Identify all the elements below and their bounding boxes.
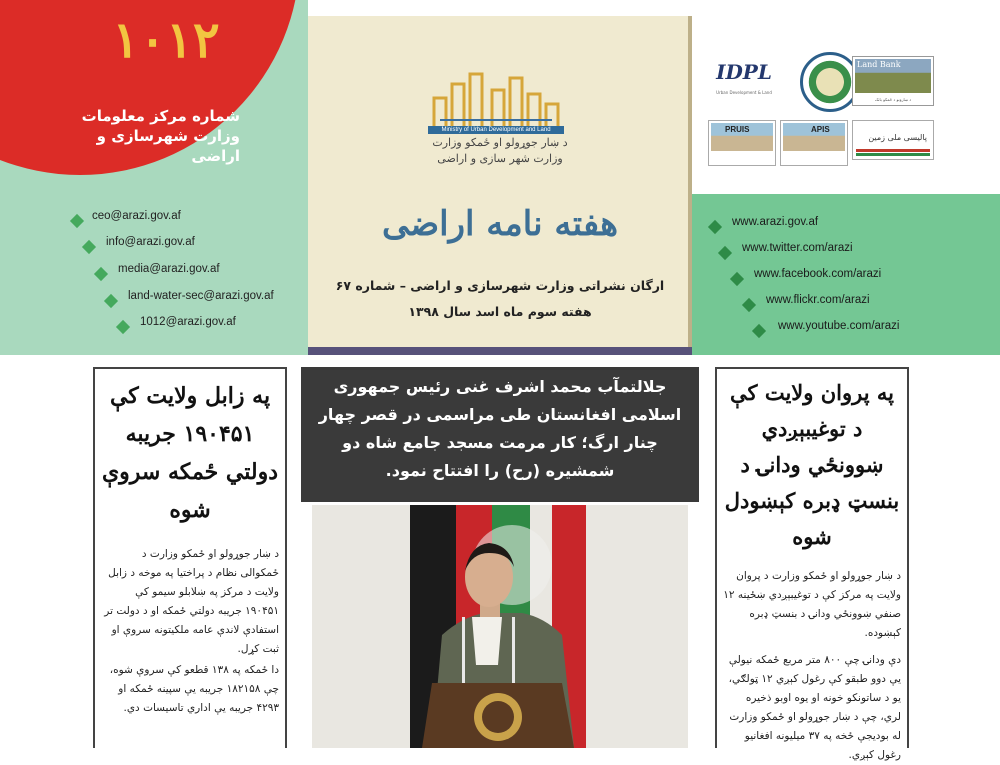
left-article-headline: په زابل ولایت کې ۱۹۰۴۵۱ جریبه دولتي ځمکه سروې شوه [101,383,279,523]
left-article-paragraph-1: د ښار جوړولو او ځمکو وزارت د ځمکوالی نظام د پراختیا په موخه د زابل ولایت د مرکز په ښلابلو سیمو کې ۱۹۰۴۵۱ جریبه دولتي ځمکه او د دولت تر استفادې لاندې عامه ملکیتونه سروې او ثبت کړل. [104,548,279,655]
apis-logo[interactable] [780,120,848,166]
skyline-logo-icon [426,70,566,128]
right-article-paragraph-1: د ښار جوړولو او ځمکو وزارت د پروان ولایت په مرکز کې د توغیبېږدي ښځینه ۱۲ صنفي ښوونځي ودانۍ د بنسټ ډبره کېښوده. [723,570,901,639]
ministry-pashto-name: د ښار جوړولو او ځمکو وزارت [432,136,568,149]
bullet-icon [104,294,118,308]
link-twitter[interactable]: www.twitter.com/arazi [742,242,853,254]
link-flickr[interactable]: www.flickr.com/arazi [766,294,870,306]
seal-icon [800,52,860,112]
link-facebook[interactable]: www.facebook.com/arazi [754,268,882,280]
email-ceo[interactable]: ceo@arazi.gov.af [92,210,181,222]
left-article-paragraph-2: دا ځمکه په ۱۳۸ قطعو کې سروې شوه، چې ۱۸۲۱۵۸ جریبه یې سپینه ځمکه او ۴۲۹۳ جریبه یې اداري تاسیسات دي. [109,664,279,714]
pruis-title: PRUIS [725,125,750,134]
left-article [93,367,287,748]
issue-line: ارگان نشراتی وزارت شهرسازی و اراضی – شماره ۶۷ [335,278,665,293]
land-bank-logo[interactable] [852,56,934,106]
email-1012[interactable]: 1012@arazi.gov.af [140,316,236,328]
land-bank-subtitle: د ښارونو د ځمکو بانک [874,97,912,102]
land-bank-title: Land Bank [857,60,901,69]
masthead-stripe [308,347,692,355]
land-policy-title: پالیسی ملی زمین [868,133,927,142]
links-panel [692,194,1000,355]
bullet-icon [718,246,732,260]
right-article-headline: په پروان ولایت کې د توغیبېږدي ښوونځي ودانۍ د بنسټ ډبره کېښودل شوه [724,380,900,549]
bullet-icon [94,267,108,281]
date-line: هفته سوم ماه اسد سال ۱۳۹۸ [408,304,592,319]
right-article-paragraph-2: دې ودانۍ چې ۸۰۰ متر مربع ځمکه نیولې یې دوو طبقو کې رغول کېږي ۱۲ ټولګي، یو د ساتونکو خونه او یوه اوبو ذخیره لري، چې د ښار جوړولو او ځمکو وزارت له بودیجې ځخه په ۳۷ میلیونه افغانیو رغول کېږي. [728,654,901,761]
president-photo [312,505,688,748]
bullet-icon [742,298,756,312]
bullet-icon [752,324,766,338]
land-policy-logo[interactable] [852,120,934,160]
bullet-icon [70,214,84,228]
newspaper-title: هفته نامه اراضی [381,204,619,244]
bullet-icon [116,320,130,334]
hotline-number: ۱۰۱۲ [112,10,220,69]
right-article [715,367,909,761]
link-youtube[interactable]: www.youtube.com/arazi [778,320,900,332]
bullet-icon [82,240,96,254]
center-article-headline: جلالتمآب محمد اشرف غنی رئیس جمهوری اسلامی افغانستان طی مراسمی در قصر چهار چنار ارگ؛ کار مرمت مسجد جامع شاه دو شمشیره (رح) را افتتاح نمود. [318,377,682,480]
email-land-water[interactable]: land-water-sec@arazi.gov.af [128,290,274,302]
masthead [308,16,692,355]
bullet-icon [730,272,744,286]
bullet-icon [708,220,722,234]
hotline-label: شماره مرکز معلومات وزارت شهرسازی و اراضی [81,107,240,165]
ministry-dari-name: وزارت شهر سازی و اراضی [437,152,563,165]
hotline-panel [0,0,308,355]
idpl-logo[interactable] [704,50,784,106]
center-article-header [301,367,699,502]
flag-stripe-green [856,153,930,156]
pruis-logo[interactable] [708,120,776,166]
email-info[interactable]: info@arazi.gov.af [106,236,195,248]
idpl-logo-caption: Urban Development & Land [716,90,772,95]
ministry-english-name: Ministry of Urban Development and Land [428,126,564,134]
email-media[interactable]: media@arazi.gov.af [118,263,220,275]
idpl-logo-text: IDPL [716,60,772,84]
apis-title: APIS [811,125,830,134]
link-website[interactable]: www.arazi.gov.af [732,216,819,228]
flag-stripe-red [856,149,930,152]
speaker-illustration [312,505,688,748]
